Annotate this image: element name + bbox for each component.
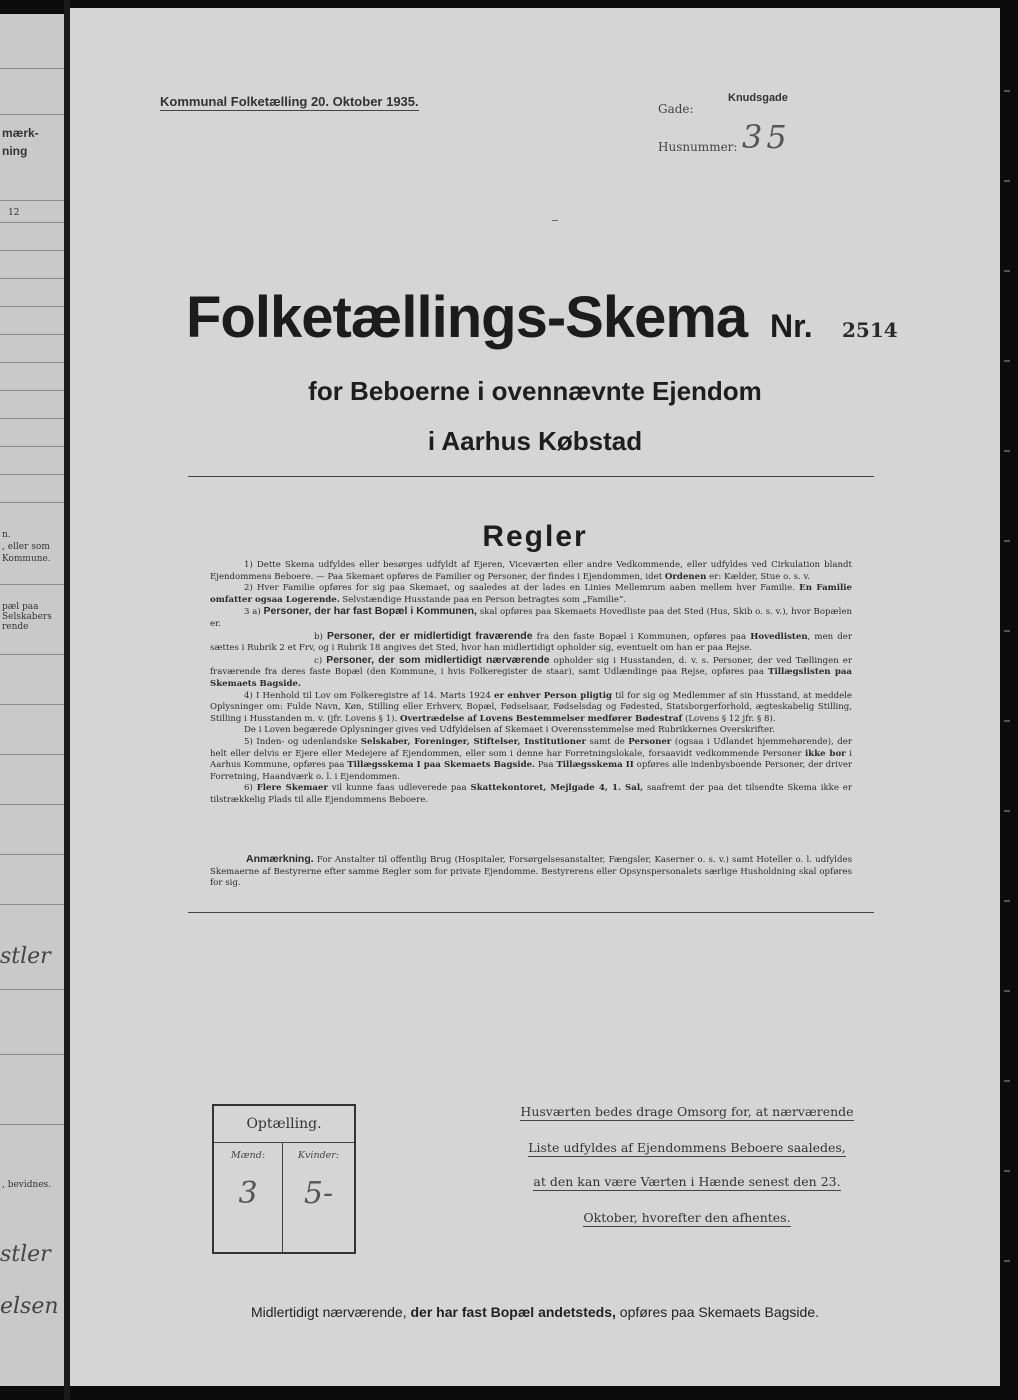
edge-tick — [1004, 270, 1010, 272]
form-number: 2514 — [842, 318, 898, 342]
rule-line — [0, 68, 64, 69]
edge-tick — [1004, 450, 1010, 452]
left-fragment: rende — [2, 622, 29, 632]
dash-mark — [552, 220, 558, 221]
left-fragment: Selskabers — [2, 612, 52, 622]
rule-2: 2) Hver Familie opføres for sig paa Skemaet, og saaledes at der lades en Linies Mellemrum aaben mellem hver Familie. En Familie omfatter ogsaa Logerende. Selvstændige Husstande paa en Person betragtes som „Familie“. — [210, 583, 852, 605]
left-fragment: , eller som — [2, 542, 50, 552]
census-form-page — [70, 8, 1000, 1386]
rule-line — [0, 114, 64, 115]
census-header: Kommunal Folketælling 20. Oktober 1935. — [160, 94, 419, 109]
rule-line — [0, 989, 64, 990]
footer-note: Midlertidigt nærværende, der har fast Bopæl andetsteds, opføres paa Skemaets Bagside. — [250, 1304, 819, 1320]
edge-tick — [1004, 90, 1010, 92]
rule-line — [0, 654, 64, 655]
rule-3b: b) Personer, der er midlertidigt fraværende fra den faste Bopæl i Kommunen, opføres paa Hovedlisten, men der sættes i Rubrik 2 et Frv, og i Rubrik 18 angives det Sted, hvor han midlertidigt opholder sig, eventuelt om han er paa Rejse. — [210, 629, 852, 654]
rule-line — [0, 1124, 64, 1125]
gade-stamp: Knudsgade — [728, 92, 788, 104]
rule-line — [0, 1054, 64, 1055]
left-fragment: mærk- — [2, 126, 39, 140]
rule-line — [0, 222, 64, 223]
edge-tick — [1004, 1170, 1010, 1172]
count-divider — [214, 1142, 354, 1143]
edge-tick — [1004, 630, 1010, 632]
form-subtitle-city: i Aarhus Købstad — [427, 426, 643, 456]
men-count: 3 — [238, 1176, 258, 1211]
rule-line — [0, 390, 64, 391]
form-title: Folketællings-Skema — [186, 285, 748, 350]
rule-line — [0, 584, 64, 585]
rule-4-note: De i Loven begærede Oplysninger gives ved Udfyldelsen af Skemaet i Overensstemmelse med Rubrikkernes Overskrifter. — [244, 725, 775, 736]
edge-tick — [1004, 990, 1010, 992]
rule-line — [0, 854, 64, 855]
left-handwriting: stler — [0, 1242, 51, 1267]
left-fragment: Kommune. — [2, 554, 51, 564]
rules-heading: Regler — [482, 520, 588, 553]
men-label: Mænd: — [230, 1150, 266, 1161]
count-title: Optælling. — [246, 1116, 322, 1132]
rule-line — [0, 804, 64, 805]
rule-5: 5) Inden- og udenlandske Selskaber, Foreninger, Stiftelser, Institutioner samt de Personer (ogsaa i Udlandet hjemmehørende), der helt eller delvis er Ejere eller Medejere af Ejendommen, eller som i denne har Forretningslokale, forsaavidt vedkommende Personer ikke bor i Aarhus Kommune, opføres paa Tillægsskema I paa Skemaets Bagside. Paa Tillægsskema II opføres alle indenbysboende Personer, der driver Forretning, Haandværk o. l. i Ejendommen. — [210, 736, 853, 782]
left-handwriting: elsen — [0, 1294, 59, 1319]
edge-tick — [1004, 900, 1010, 902]
count-box — [212, 1104, 356, 1254]
edge-tick — [1004, 360, 1010, 362]
women-count: 5- — [303, 1176, 334, 1211]
rule-6: 6) Flere Skemaer vil kunne faas udleverede paa Skattekontoret, Mejlgade 4, 1. Sal, saafremt der paa det tilsendte Skema ikke er tilstrækkelig Plads til alle Ejendommens Beboere. — [210, 783, 852, 805]
rule-4: 4) I Henhold til Lov om Folkeregistre af 14. Marts 1924 er enhver Person pligtig til for sig og Medlemmer af sin Husstand, at meddele Oplysninger om: Fulde Navn, Køn, Stilling eller Erhverv, Bopæl, Fødselsaar, Fødselsdag og Fødested, Statsborgerforhold, ægteskabelig Stilling, Stilling i Husstanden m. v. (jfr. Lovens § 1). Overtrædelse af Lovens Bestemmelser medfører Bødestraf (Lovens § 12 jfr. § 8). — [210, 690, 852, 724]
rule-line — [0, 200, 64, 201]
left-fragment: , bevidnes. — [2, 1180, 52, 1190]
women-label: Kvinder: — [297, 1150, 340, 1161]
rule-line — [0, 474, 64, 475]
rule-line — [0, 334, 64, 335]
husnummer-label: Husnummer: — [658, 140, 738, 154]
left-fragment: 12 — [8, 208, 20, 218]
rule-line — [0, 278, 64, 279]
edge-tick — [1004, 1080, 1010, 1082]
rule-line — [0, 502, 64, 503]
edge-tick — [1004, 180, 1010, 182]
rules-text — [210, 560, 852, 806]
edge-tick — [1004, 810, 1010, 812]
form-subtitle: for Beboerne i ovennævnte Ejendom — [308, 376, 762, 406]
rule-1: 1) Dette Skema udfyldes eller besørges udfyldt af Ejeren, Viceværten eller andre Vedkommende, eller udfyldes ved Cirkulation blandt Ejendommens Beboere. — Paa Skemaet opføres de Familier og Personer, der findes i Ejendommen, idet Ordenen er: Kælder, Stue o. s. v. — [210, 560, 852, 582]
adjacent-page-strip — [0, 14, 64, 1386]
anmaerkning-note: Anmærkning. For Anstalter til offentlig Brug (Hospitaler, Forsørgelsesanstalter, Fængsler, Kaserner o. s. v.) samt Hoteller o. l. udfyldes Skemaerne af Bestyrerne efter samme Regler som for private Ejendomme. Bestyrerens eller Opsynspersonalets særlige Husholdning skal opføres for sig. — [210, 853, 852, 889]
gade-label: Gade: — [658, 102, 694, 116]
rule-line — [0, 250, 64, 251]
landlord-notice-line: Husværten bedes drage Omsorg for, at nærværende — [520, 1104, 854, 1119]
rule-line — [0, 418, 64, 419]
landlord-notice-line: Oktober, hvorefter den afhentes. — [583, 1210, 791, 1225]
husnummer-handwritten: 35 — [742, 118, 791, 156]
divider — [188, 912, 874, 913]
left-fragment: pæl paa — [2, 602, 39, 612]
rule-3a: 3 a) Personer, der har fast Bopæl i Kommunen, skal opføres paa Skemaets Hovedliste paa det Sted (Hus, Skib o. s. v.), hvor Bopælen er. — [210, 605, 852, 629]
edge-tick — [1004, 720, 1010, 722]
left-fragment: ning — [2, 144, 28, 158]
rule-line — [0, 306, 64, 307]
landlord-notice-line: Liste udfyldes af Ejendommens Beboere saaledes, — [528, 1140, 846, 1155]
rule-line — [0, 362, 64, 363]
landlord-notice-line: at den kan være Værten i Hænde senest den 23. — [533, 1174, 841, 1189]
edge-tick — [1004, 1260, 1010, 1262]
left-handwriting: stler — [0, 944, 51, 969]
rule-line — [0, 754, 64, 755]
rule-line — [0, 904, 64, 905]
form-number-label: Nr. — [770, 308, 813, 344]
right-page-edge — [1000, 0, 1018, 1400]
rule-line — [0, 446, 64, 447]
left-fragment: n. — [2, 530, 11, 540]
rule-3c: c) Personer, der som midlertidigt nærværende opholder sig i Husstanden, d. v. s. Personer, der ved Tællingen er fraværende fra deres faste Bopæl (den Kommune, i hvis Folkeregister de staar), samt Udlændinge paa Rejse, opføres paa Tillægslisten paa Skemaets Bagside. — [210, 653, 853, 689]
divider — [188, 476, 874, 477]
rule-line — [0, 704, 64, 705]
edge-tick — [1004, 540, 1010, 542]
